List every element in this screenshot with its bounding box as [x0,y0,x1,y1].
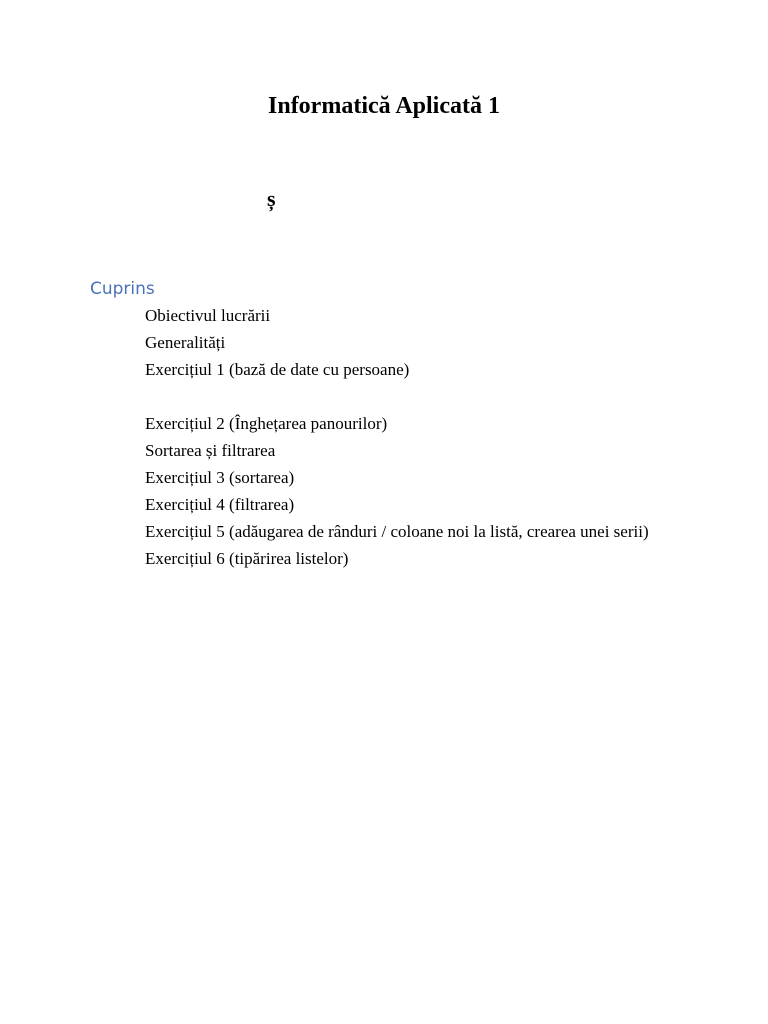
toc-item-exercise-5[interactable]: Exercițiul 5 (adăugarea de rânduri / coloane noi la listă, crearea unei serii) [145,522,649,541]
toc-item-exercise-6[interactable]: Exercițiul 6 (tipărirea listelor) [145,549,349,568]
toc-item-sort-filter[interactable]: Sortarea și filtrarea [145,441,276,460]
toc-item-exercise-3[interactable]: Exercițiul 3 (sortarea) [145,468,295,487]
stray-symbol: ș [267,186,276,211]
toc-item-general[interactable]: Generalități [145,333,226,352]
toc-item-exercise-4[interactable]: Exercițiul 4 (filtrarea) [145,495,295,514]
toc-item-objective[interactable]: Obiectivul lucrării [145,306,271,325]
document-title: Informatică Aplicată 1 [268,93,500,119]
table-of-contents [145,305,649,575]
toc-item-exercise-2[interactable]: Exercițiul 2 (Înghețarea panourilor) [145,414,388,433]
toc-heading: Cuprins [90,279,155,299]
toc-item-exercise-1[interactable]: Exercițiul 1 (bază de date cu persoane) [145,360,410,379]
